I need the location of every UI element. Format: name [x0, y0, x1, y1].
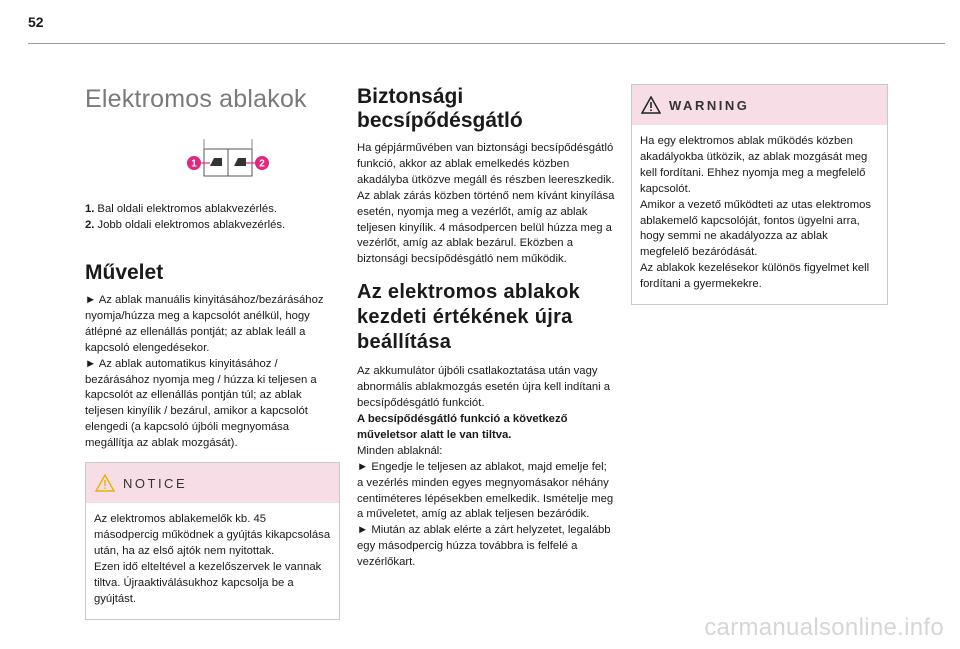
header-rule: [28, 43, 945, 44]
notice-text: Az elektromos ablakemelők kb. 45 másodpercig működnek a gyújtás kikapcsolása után, ha az első ajtók nem nyitottak.: [94, 513, 331, 557]
alert-triangle-icon: [95, 474, 115, 492]
section-title-reset: Az elektromos ablakok kezdeti értékének újra beállítása: [357, 281, 581, 354]
column-right: [631, 84, 888, 305]
warning-box: [631, 84, 888, 305]
warning-title: WARNING: [669, 97, 750, 113]
column-left: [85, 70, 340, 620]
reset-each-window: Minden ablaknál:: [357, 444, 443, 457]
page-number: 52: [28, 14, 44, 30]
notice-box: [85, 462, 340, 619]
reset-step-2: ► Miután az ablak elérte a zárt helyzetet, legalább egy másodpercig húzza továbbra is felfelé a vezérlőkart.: [357, 524, 611, 569]
reset-step-1: ► Engedje le teljesen az ablakot, majd emelje fel; a vezérlés minden egyes megnyomásakor néhány centiméteres lépésekben emelkedik. Ismételje meg a műveletet, amíg az ablak teljesen bezáródik.: [357, 460, 614, 521]
warning-body: [632, 125, 887, 304]
operation-manual-text: ► Az ablak manuális kinyitásához/bezárásához nyomja/húzza meg a kapcsolót anélkül, hogy átlépné az ellenállás pontját; az ablak leáll a kapcsoló elengedésekor.: [85, 294, 324, 354]
warning-text: Amikor a vezető működteti az utas elektromos ablakemelő kapcsolóját, fontos ügyelni arra, hogy semmi ne akadályozza az ablak megfelelő bezáródását.: [640, 198, 872, 259]
section-title-anti-pinch: Biztonsági becsípődésgátló: [357, 85, 523, 132]
notice-body: [86, 503, 339, 618]
column-middle: [357, 70, 615, 571]
window-switch-figure: [170, 134, 280, 189]
list-item: 1. Bal oldali elektromos ablakvezérlés.: [85, 203, 278, 215]
warning-text: Az ablakok kezelésekor különös figyelmet kell fordítani a gyermekekre.: [640, 262, 870, 291]
warning-triangle-icon: [641, 96, 661, 114]
list-item: 2. Jobb oldali elektromos ablakvezérlés.: [85, 219, 286, 231]
notice-title: NOTICE: [123, 475, 188, 491]
reset-warning: A becsípődésgátló funkció a következő műveletsor alatt le van tiltva.: [357, 412, 568, 441]
operation-auto-text: ► Az ablak automatikus kinyitásához / bezárásához nyomja meg / húzza ki teljesen a kapcsolót az ellenállás pontján túl; az ablak teljesen kinyílik / bezárul, amikor a kapcsolót elengedi (a kapcsoló újbóli megnyomása megállítja az ablak mozgását).: [85, 357, 317, 450]
page-title: Elektromos ablakok: [85, 85, 307, 113]
notice-text: Ezen idő elteltével a kezelőszervek le vannak tiltva. Újraaktiválásukhoz kapcsolja be a gyújtást.: [94, 560, 322, 605]
callout-2: 2: [259, 158, 265, 170]
callout-1: 1: [191, 158, 197, 170]
anti-pinch-text: Ha gépjárművében van biztonsági becsípődésgátló funkció, akkor az ablak emelkedés közben akadályba ütközve megáll és részben leereszkedik.: [357, 142, 615, 186]
watermark: carmanualsonline.info: [704, 614, 944, 641]
anti-pinch-text: Az ablak zárás közben történő nem kívánt kinyílása esetén, nyomja meg a vezérlőt, amíg az ablak teljesen kinyílik. 4 másodpercen belül húzza meg a vezérlőt, amíg az ablak bezárul. Eközben a biztonsági becsípődésgátló nem működik.: [357, 189, 615, 266]
reset-intro: Az akkumulátor újbóli csatlakoztatása után vagy abnormális ablakmozgás esetén újra kell indítani a becsípődésgátló funkciót.: [357, 365, 611, 410]
control-list: [85, 201, 340, 233]
warning-text: Ha egy elektromos ablak működés közben akadályokba ütközik, az ablak mozgását meg kell fordítani. Ehhez nyomja meg a megfelelő kapcsolót.: [640, 135, 868, 195]
section-title-operation: Művelet: [85, 261, 164, 284]
warning-header: [632, 85, 887, 125]
notice-header: [86, 463, 339, 503]
